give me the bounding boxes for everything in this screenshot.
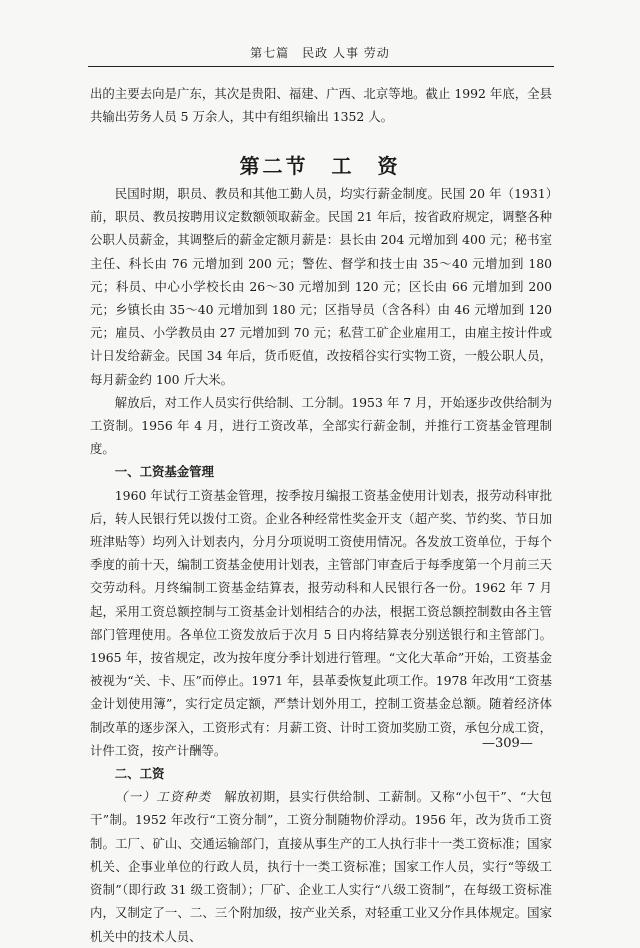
paragraph-2: 解放后，对工作人员实行供给制、工分制。1953 年 7 月，开始逐步改供给制为工资制。1956 年 4 月，进行工资改革，全部实行薪金制，并推行工资基金管理制度。 (90, 394, 552, 457)
page-number: —309— (482, 736, 533, 751)
intro-paragraph: 出的主要去向是广东，其次是贵阳、福建、广西、北京等地。截止 1992 年底，全县共输出劳务人员 5 万余人，其中有组织输出 1352 人。 (90, 86, 552, 125)
main-text (90, 182, 552, 948)
subsection-label: （一）工资种类 (114, 789, 212, 805)
paragraph-1: 民国时期，职员、教员和其他工勤人员，均实行薪金制度。民国 20 年（1931）前，职员、教员按聘用议定数额领取薪金。民国 21 年后，按省政府规定，调整各种公职人员薪金，其调整后的薪金定额月薪是：县长由 204 元增加到 400 元；秘书室主任、科长由 76 元增加到 200 元；警佐、督学和技士由 35～40 元增加到 180 元；科员、中心小学校长由 26～30 元增加到 120 元；区长由 66 元增加到 200 元；乡镇长由 35～40 元增加到 180 元；区指导员（含各科）由 46 元增加到 120 元；雇员、小学教员由 27 元增加到 70 元；私营工矿企业雇用工，由雇主按计件或计日发给薪金。民国 34 年后，货币贬值，改按稻谷实行实物工资，一般公职人员，每月薪金约 100 斤大米。 (90, 186, 552, 387)
heading-1: 一、工资基金管理 (114, 464, 214, 480)
header-rule (88, 66, 554, 67)
paragraph-4-text: 解放初期，县实行供给制、工薪制。又称“小包干”、“大包干”制。1952 年改行“工资分制”，工资分制随物价浮动。1956 年，改为货币工资制。工厂、矿山、交通运输部门，直接从事生产的工人执行非十一类工资标准；国家机关、企事业单位的行政人员，执行十一类工资标准；国家工作人员，实行“等级工资制”（即行政 31 级工资制）；厂矿、企业工人实行“八级工资制”，在每级工资标准内，又制定了一、二、三个附加级，按产业关系，对轻重工业又分作具体规定。国家机关中的技术人员、 (90, 789, 553, 944)
heading-2: 二、工资 (114, 766, 165, 782)
running-head: 第七篇 民政 人事 劳动 (250, 46, 390, 60)
section-title: 第二节 工 资 (239, 154, 401, 178)
intro-block (90, 82, 552, 128)
paragraph-4 (90, 785, 552, 947)
paragraph-3: 1960 年试行工资基金管理，按季按月编报工资基金使用计划表，报劳动科审批后，转人民银行凭以拨付工资。企业各种经常性奖金开支（超产奖、节约奖、节日加班津贴等）均列入计划表内，分月分项说明工资使用情况。各发放工资单位，于每个季度的前十天，编制工资基金使用计划表，主管部门审查后于每季度第一个月前三天交劳动科。月终编制工资基金结算表，报劳动科和人民银行各一份。1962 年 7 月起，采用工资总额控制与工资基金计划相结合的办法，根据工资总额控制数由各主管部门管理使用。各单位工资发放后于次月 5 日内将结算表分别送银行和主管部门。1965 年，按省规定，改为按年度分季计划进行管理。“文化大革命”开始，工资基金被视为“关、卡、压”而停止。1971 年，县革委恢复此项工作。1978 年改用“工资基金计划使用簿”，实行定员定额，严禁计划外用工，控制工资基金总额。随着经济体制改革的逐步深入，工资形式有：月薪工资、计时工资加奖励工资，承包分成工资，计件工资，按产计酬等。 (90, 487, 552, 758)
